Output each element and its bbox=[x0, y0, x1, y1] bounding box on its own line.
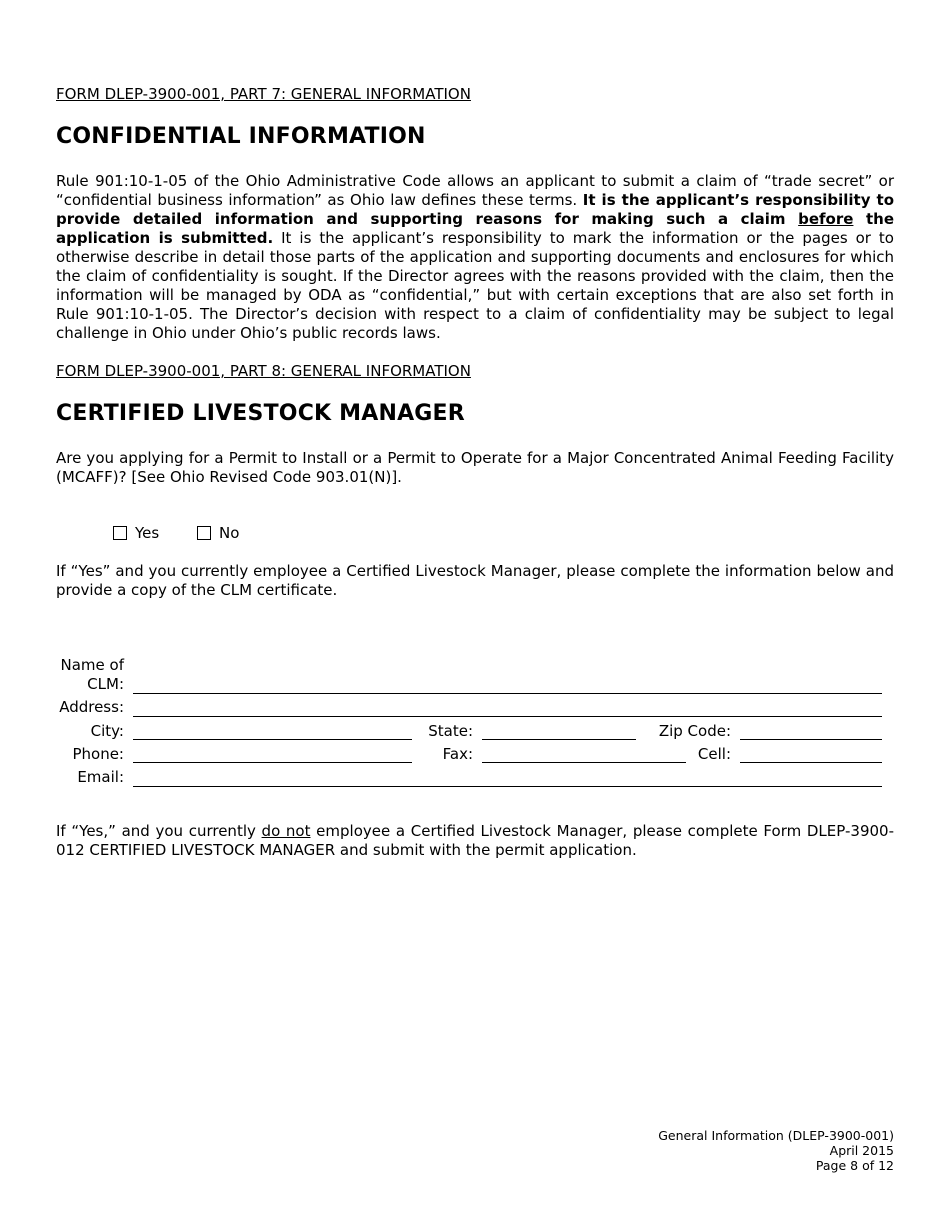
cell-label: Cell: bbox=[697, 745, 731, 763]
address-field[interactable] bbox=[133, 716, 882, 717]
footer-date: April 2015 bbox=[829, 1143, 894, 1158]
yes-checkbox[interactable] bbox=[113, 526, 127, 540]
no-option[interactable] bbox=[197, 524, 239, 542]
clm-heading: CERTIFIED LIVESTOCK MANAGER bbox=[56, 401, 465, 426]
phone-label: Phone: bbox=[72, 745, 124, 763]
yes-option[interactable] bbox=[113, 524, 159, 542]
no-checkbox[interactable] bbox=[197, 526, 211, 540]
confidential-bold-1: It is the applicant’s responsibility to provide detailed information and supporting reasons for making such a claim bbox=[56, 191, 894, 228]
email-label: Email: bbox=[77, 768, 124, 786]
name-field[interactable] bbox=[133, 693, 882, 694]
confidential-bold-underlined: before bbox=[798, 210, 854, 228]
confidential-text-start: Rule 901:10-1-05 of the Ohio Administrative Code allows an applicant to submit a claim of “trade secret” or “confidential business information” as Ohio law defines these terms. bbox=[56, 172, 894, 209]
if-not-instructions bbox=[56, 822, 894, 860]
confidential-heading: CONFIDENTIAL INFORMATION bbox=[56, 124, 426, 149]
state-label: State: bbox=[428, 722, 473, 740]
if-not-underlined: do not bbox=[261, 822, 311, 840]
name-label-line2: CLM: bbox=[87, 675, 124, 693]
if-not-text-start: If “Yes,” and you currently bbox=[56, 822, 262, 840]
confidential-paragraph bbox=[56, 172, 894, 343]
zip-field[interactable] bbox=[740, 739, 882, 740]
yes-label: Yes bbox=[135, 524, 160, 542]
no-label: No bbox=[219, 524, 240, 542]
address-label: Address: bbox=[59, 698, 124, 716]
page-footer bbox=[658, 1128, 894, 1173]
name-label-line1: Name of bbox=[60, 656, 124, 674]
part7-label: FORM DLEP-3900-001, PART 7: GENERAL INFORMATION bbox=[56, 85, 471, 103]
confidential-text-end: It is the applicant’s responsibility to mark the information or the pages or to otherwise describe in detail those parts of the application and supporting documents and enclosures for which the claim of confidentiality is sought. If the Director agrees with the reasons provided with the claim, then the information will be managed by ODA as “confidential,” but with certain exceptions that are also set forth in Rule 901:10-1-05. The Director’s decision with respect to a claim of confidentiality may be subject to legal challenge in Ohio under Ohio’s public records laws. bbox=[56, 229, 894, 342]
confidential-bold-2: the application is submitted. bbox=[56, 210, 895, 247]
cell-field[interactable] bbox=[740, 762, 882, 763]
state-field[interactable] bbox=[482, 739, 636, 740]
name-label bbox=[56, 656, 124, 694]
mcaff-question: Are you applying for a Permit to Install or a Permit to Operate for a Major Concentrated Animal Feeding Facility (MCAFF)? [See Ohio Revised Code 903.01(N)]. bbox=[56, 449, 894, 486]
email-field[interactable] bbox=[133, 786, 882, 787]
footer-page-number: Page 8 of 12 bbox=[815, 1158, 894, 1173]
fax-label: Fax: bbox=[442, 745, 473, 763]
if-yes-instructions: If “Yes” and you currently employee a Certified Livestock Manager, please complete the information below and provide a copy of the CLM certificate. bbox=[56, 562, 894, 599]
phone-field[interactable] bbox=[133, 762, 412, 763]
city-label: City: bbox=[90, 722, 124, 740]
if-not-text-end: employee a Certified Livestock Manager, please complete Form DLEP-3900-012 CERTIFIED LIVESTOCK MANAGER and submit with the permit application. bbox=[56, 822, 894, 859]
city-field[interactable] bbox=[133, 739, 412, 740]
part8-label: FORM DLEP-3900-001, PART 8: GENERAL INFORMATION bbox=[56, 362, 471, 380]
footer-form-name: General Information (DLEP-3900-001) bbox=[658, 1128, 894, 1143]
zip-label: Zip Code: bbox=[658, 722, 731, 740]
